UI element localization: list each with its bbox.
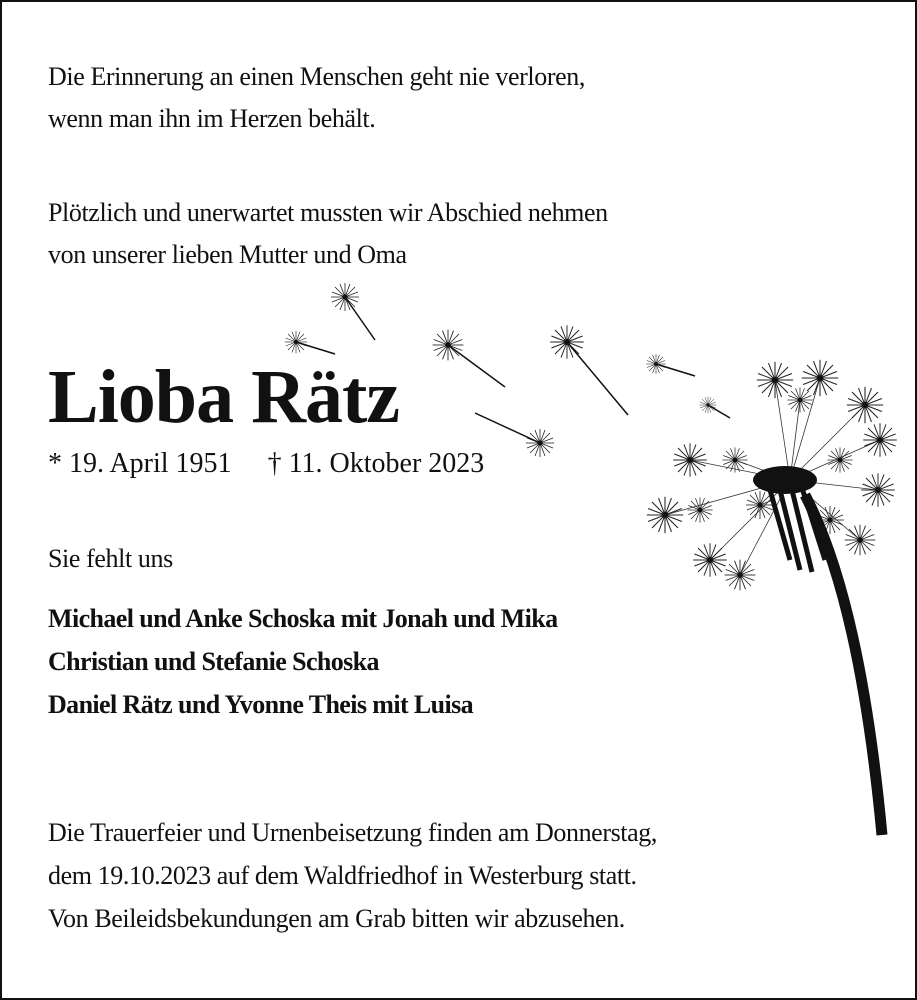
intro-line-2: von unserer lieben Mutter und Oma [48, 240, 407, 269]
mourner-2: Christian und Stefanie Schoska [48, 647, 379, 676]
death-date: † 11. Oktober 2023 [267, 448, 485, 479]
quote-line-2: wenn man ihn im Herzen behält. [48, 104, 376, 133]
funeral-line-3: Von Beileidsbekundungen am Grab bitten wir abzusehen. [48, 904, 625, 933]
funeral-line-1: Die Trauerfeier und Urnenbeisetzung finden am Donnerstag, [48, 818, 657, 847]
missed-line: Sie fehlt uns [48, 544, 173, 573]
deceased-name: Lioba Rätz [48, 355, 399, 439]
intro-line-1: Plötzlich und unerwartet mussten wir Abschied nehmen [48, 198, 608, 227]
birth-date: * 19. April 1951 [48, 448, 232, 479]
mourner-1: Michael und Anke Schoska mit Jonah und Mika [48, 604, 558, 633]
funeral-line-2: dem 19.10.2023 auf dem Waldfriedhof in Westerburg statt. [48, 861, 637, 890]
mourner-3: Daniel Rätz und Yvonne Theis mit Luisa [48, 690, 474, 719]
life-dates [48, 448, 484, 480]
quote-line-1: Die Erinnerung an einen Menschen geht nie verloren, [48, 62, 585, 91]
